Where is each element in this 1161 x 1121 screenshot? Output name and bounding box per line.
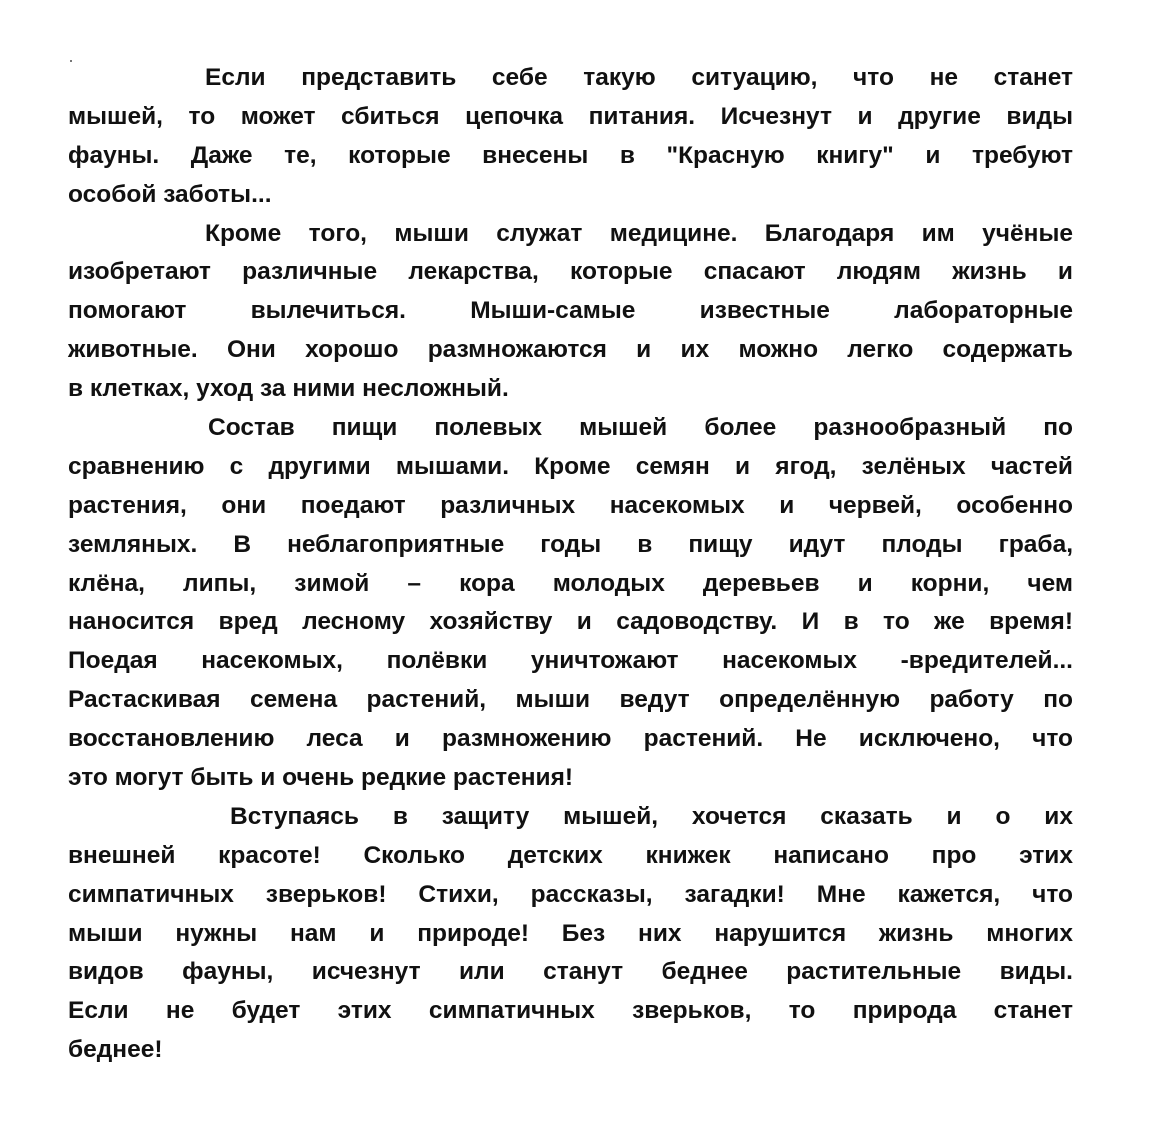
paragraph-line: особой заботы... [68,180,272,208]
paragraph-line: Растаскивая семена растений, мыши ведут определённую работу по [68,686,1073,714]
paragraph-line: Кроме того, мыши служат медицине. Благодаря им учёные [205,219,1073,247]
paragraph-2 [68,215,1073,409]
paragraph-line: Состав пищи полевых мышей более разнообразный по [208,414,1073,442]
paragraph-line: животные. Они хорошо размножаются и их можно легко содержать [68,336,1073,364]
paragraph-line: изобретают различные лекарства, которые спасают людям жизнь и [68,258,1073,286]
paragraph-line: наносится вред лесному хозяйству и садоводству. И в то же время! [68,608,1073,636]
paragraph-line: в клетках, уход за ними несложный. [68,375,509,403]
paragraph-1 [68,59,1073,215]
paragraph-line: фауны. Даже те, которые внесены в "Красную книгу" и требуют [68,141,1073,169]
paragraph-line: это могут быть и очень редкие растения! [68,764,574,792]
paragraph-line: Если представить себе такую ситуацию, что не станет [205,64,1073,91]
paragraph-4 [68,798,1073,1070]
paragraph-line: сравнению с другими мышами. Кроме семян и ягод, зелёных частей [68,452,1073,480]
paragraph-line: Если не будет этих симпатичных зверьков, то природа станет [68,997,1073,1025]
paragraph-line: Вступаясь в защиту мышей, хочется сказать и о их [230,802,1073,830]
paragraph-line: внешней красоте! Сколько детских книжек написано про этих [68,841,1073,869]
paragraph-3 [68,409,1073,798]
paragraph-line: земляных. В неблагоприятные годы в пищу идут плоды граба, [68,530,1073,558]
paragraph-line: Поедая насекомых, полёвки уничтожают насекомых -вредителей... [68,647,1073,675]
paragraph-line: восстановлению леса и размножению растений. Не исключено, что [68,725,1073,753]
paragraph-line: помогают вылечиться. Мыши-самые известные лабораторные [68,297,1073,325]
paragraph-line: симпатичных зверьков! Стихи, рассказы, загадки! Мне кажется, что [68,880,1073,908]
paragraph-line: мышей, то может сбиться цепочка питания. Исчезнут и другие виды [68,102,1073,130]
paragraph-line: мыши нужны нам и природе! Без них нарушится жизнь многих [68,919,1073,947]
paragraph-line: клёна, липы, зимой – кора молодых деревьев и корни, чем [68,569,1073,597]
paragraph-line: видов фауны, исчезнут или станут беднее растительные виды. [68,958,1073,986]
paragraph-line: беднее! [68,1036,163,1064]
document-body [68,59,1073,1070]
paragraph-line: растения, они поедают различных насекомых и червей, особенно [68,491,1073,519]
